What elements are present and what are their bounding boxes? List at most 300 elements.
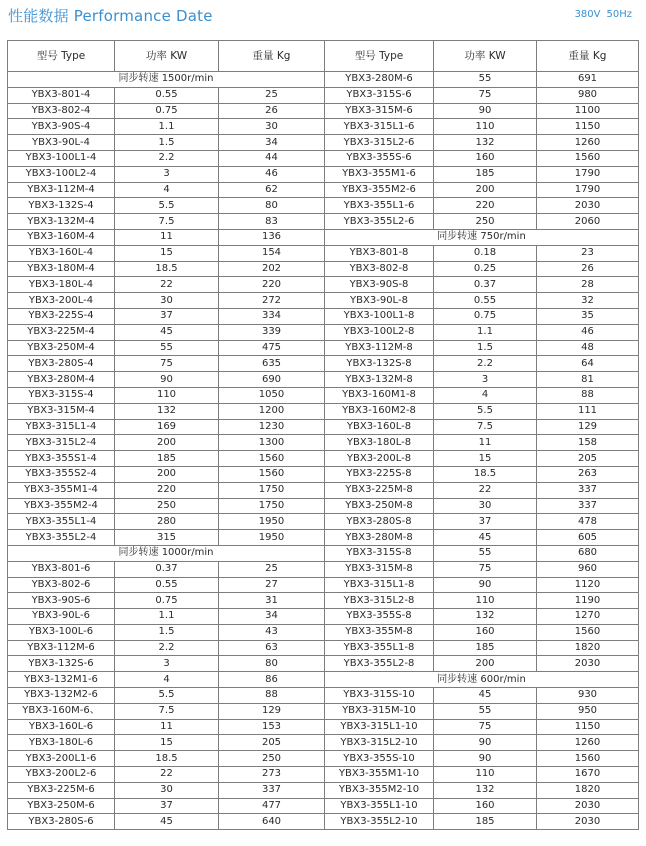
power-cell: 1.5 bbox=[115, 624, 219, 640]
model-cell: YBX3-315L1-6 bbox=[325, 119, 434, 135]
model-cell: YBX3-355L1-10 bbox=[325, 798, 434, 814]
voltage-label: 380V bbox=[574, 9, 601, 20]
model-cell: YBX3-200L-8 bbox=[325, 451, 434, 467]
table-row bbox=[8, 356, 639, 372]
power-cell: 75 bbox=[115, 356, 219, 372]
weight-cell: 88 bbox=[219, 688, 325, 704]
weight-cell: 1560 bbox=[537, 624, 639, 640]
model-cell: YBX3-132S-6 bbox=[8, 656, 115, 672]
table-row bbox=[8, 403, 639, 419]
weight-cell: 27 bbox=[219, 577, 325, 593]
power-cell: 160 bbox=[434, 624, 537, 640]
power-cell: 1.1 bbox=[434, 324, 537, 340]
model-cell: YBX3-315M-6 bbox=[325, 103, 434, 119]
model-cell: YBX3-160M2-8 bbox=[325, 403, 434, 419]
power-cell: 4 bbox=[434, 387, 537, 403]
weight-cell: 46 bbox=[537, 324, 639, 340]
table-row bbox=[8, 640, 639, 656]
weight-cell: 1260 bbox=[537, 735, 639, 751]
table-row bbox=[8, 214, 639, 230]
power-cell: 1.5 bbox=[434, 340, 537, 356]
table-row bbox=[8, 198, 639, 214]
power-cell: 75 bbox=[434, 719, 537, 735]
power-cell: 1.1 bbox=[115, 119, 219, 135]
column-header: 功率 KW bbox=[434, 41, 537, 72]
model-cell: YBX3-112M-8 bbox=[325, 340, 434, 356]
power-cell: 55 bbox=[115, 340, 219, 356]
model-cell: YBX3-132M1-6 bbox=[8, 672, 115, 688]
weight-cell: 1100 bbox=[537, 103, 639, 119]
weight-cell: 1190 bbox=[537, 593, 639, 609]
weight-cell: 1820 bbox=[537, 782, 639, 798]
weight-cell: 1950 bbox=[219, 530, 325, 546]
table-row bbox=[8, 751, 639, 767]
weight-cell: 129 bbox=[219, 703, 325, 719]
model-cell: YBX3-355L2-4 bbox=[8, 530, 115, 546]
model-cell: YBX3-160M1-8 bbox=[325, 387, 434, 403]
weight-cell: 220 bbox=[219, 277, 325, 293]
model-cell: YBX3-315S-8 bbox=[325, 545, 434, 561]
power-cell: 45 bbox=[115, 324, 219, 340]
model-cell: YBX3-355M2-4 bbox=[8, 498, 115, 514]
model-cell: YBX3-180L-4 bbox=[8, 277, 115, 293]
weight-cell: 25 bbox=[219, 561, 325, 577]
column-header: 重量 Kg bbox=[219, 41, 325, 72]
power-cell: 4 bbox=[115, 672, 219, 688]
power-cell: 55 bbox=[434, 703, 537, 719]
power-cell: 3 bbox=[434, 372, 537, 388]
model-cell: YBX3-801-6 bbox=[8, 561, 115, 577]
weight-cell: 337 bbox=[537, 498, 639, 514]
model-cell: YBX3-315L2-8 bbox=[325, 593, 434, 609]
power-cell: 30 bbox=[115, 782, 219, 798]
weight-cell: 23 bbox=[537, 245, 639, 261]
power-cell: 0.37 bbox=[434, 277, 537, 293]
table-row bbox=[8, 798, 639, 814]
weight-cell: 1560 bbox=[537, 751, 639, 767]
power-cell: 11 bbox=[434, 435, 537, 451]
model-cell: YBX3-315L1-4 bbox=[8, 419, 115, 435]
weight-cell: 605 bbox=[537, 530, 639, 546]
power-cell: 37 bbox=[115, 308, 219, 324]
power-cell: 200 bbox=[115, 466, 219, 482]
weight-cell: 26 bbox=[537, 261, 639, 277]
power-cell: 3 bbox=[115, 166, 219, 182]
power-cell: 169 bbox=[115, 419, 219, 435]
table-row bbox=[8, 261, 639, 277]
power-cell: 280 bbox=[115, 514, 219, 530]
weight-cell: 1820 bbox=[537, 640, 639, 656]
weight-cell: 930 bbox=[537, 688, 639, 704]
model-cell: YBX3-90S-8 bbox=[325, 277, 434, 293]
table-row bbox=[8, 150, 639, 166]
weight-cell: 34 bbox=[219, 609, 325, 625]
performance-table bbox=[7, 40, 639, 830]
model-cell: YBX3-315L1-10 bbox=[325, 719, 434, 735]
table-row bbox=[8, 72, 639, 88]
power-cell: 0.75 bbox=[115, 593, 219, 609]
power-cell: 90 bbox=[434, 751, 537, 767]
weight-cell: 478 bbox=[537, 514, 639, 530]
model-cell: YBX3-112M-4 bbox=[8, 182, 115, 198]
weight-cell: 48 bbox=[537, 340, 639, 356]
table-row bbox=[8, 372, 639, 388]
table-row bbox=[8, 466, 639, 482]
power-cell: 250 bbox=[434, 214, 537, 230]
table-row bbox=[8, 451, 639, 467]
model-cell: YBX3-112M-6 bbox=[8, 640, 115, 656]
power-cell: 0.37 bbox=[115, 561, 219, 577]
power-cell: 2.2 bbox=[115, 150, 219, 166]
model-cell: YBX3-355M2-10 bbox=[325, 782, 434, 798]
power-cell: 5.5 bbox=[115, 688, 219, 704]
model-cell: YBX3-160L-4 bbox=[8, 245, 115, 261]
model-cell: YBX3-100L-6 bbox=[8, 624, 115, 640]
column-header: 型号 Type bbox=[325, 41, 434, 72]
table-row bbox=[8, 293, 639, 309]
weight-cell: 475 bbox=[219, 340, 325, 356]
power-cell: 0.18 bbox=[434, 245, 537, 261]
weight-cell: 1560 bbox=[537, 150, 639, 166]
model-cell: YBX3-160M-4 bbox=[8, 229, 115, 245]
model-cell: YBX3-280S-4 bbox=[8, 356, 115, 372]
table-row bbox=[8, 166, 639, 182]
weight-cell: 1560 bbox=[219, 466, 325, 482]
model-cell: YBX3-250M-8 bbox=[325, 498, 434, 514]
table-row bbox=[8, 119, 639, 135]
weight-cell: 153 bbox=[219, 719, 325, 735]
model-cell: YBX3-225M-6 bbox=[8, 782, 115, 798]
table-row bbox=[8, 719, 639, 735]
model-cell: YBX3-355M1-4 bbox=[8, 482, 115, 498]
weight-cell: 1050 bbox=[219, 387, 325, 403]
table-row bbox=[8, 672, 639, 688]
power-cell: 5.5 bbox=[434, 403, 537, 419]
weight-cell: 25 bbox=[219, 87, 325, 103]
speed-section-label: 同步转速 750r/min bbox=[325, 229, 639, 245]
power-cell: 0.55 bbox=[115, 87, 219, 103]
power-spec bbox=[569, 9, 632, 20]
weight-cell: 28 bbox=[537, 277, 639, 293]
power-cell: 132 bbox=[434, 135, 537, 151]
power-cell: 0.25 bbox=[434, 261, 537, 277]
model-cell: YBX3-160M-6、 bbox=[8, 703, 115, 719]
power-cell: 15 bbox=[434, 451, 537, 467]
table-row bbox=[8, 609, 639, 625]
model-cell: YBX3-355L2-6 bbox=[325, 214, 434, 230]
model-cell: YBX3-315M-4 bbox=[8, 403, 115, 419]
table-row bbox=[8, 703, 639, 719]
model-cell: YBX3-200L1-6 bbox=[8, 751, 115, 767]
table-row bbox=[8, 324, 639, 340]
model-cell: YBX3-802-6 bbox=[8, 577, 115, 593]
power-cell: 37 bbox=[115, 798, 219, 814]
power-cell: 22 bbox=[115, 767, 219, 783]
power-cell: 90 bbox=[434, 735, 537, 751]
table-row bbox=[8, 229, 639, 245]
model-cell: YBX3-280M-8 bbox=[325, 530, 434, 546]
weight-cell: 81 bbox=[537, 372, 639, 388]
power-cell: 110 bbox=[434, 767, 537, 783]
weight-cell: 334 bbox=[219, 308, 325, 324]
model-cell: YBX3-355S1-4 bbox=[8, 451, 115, 467]
model-cell: YBX3-355S-6 bbox=[325, 150, 434, 166]
table-row bbox=[8, 782, 639, 798]
weight-cell: 46 bbox=[219, 166, 325, 182]
weight-cell: 2030 bbox=[537, 798, 639, 814]
table-row bbox=[8, 735, 639, 751]
model-cell: YBX3-160L-8 bbox=[325, 419, 434, 435]
power-cell: 37 bbox=[434, 514, 537, 530]
power-cell: 90 bbox=[434, 103, 537, 119]
weight-cell: 35 bbox=[537, 308, 639, 324]
model-cell: YBX3-801-8 bbox=[325, 245, 434, 261]
model-cell: YBX3-160L-6 bbox=[8, 719, 115, 735]
weight-cell: 1750 bbox=[219, 498, 325, 514]
model-cell: YBX3-100L2-4 bbox=[8, 166, 115, 182]
model-cell: YBX3-802-4 bbox=[8, 103, 115, 119]
table-row bbox=[8, 545, 639, 561]
model-cell: YBX3-355L2-10 bbox=[325, 814, 434, 830]
table-row bbox=[8, 624, 639, 640]
weight-cell: 1950 bbox=[219, 514, 325, 530]
weight-cell: 339 bbox=[219, 324, 325, 340]
weight-cell: 136 bbox=[219, 229, 325, 245]
weight-cell: 62 bbox=[219, 182, 325, 198]
model-cell: YBX3-132M-8 bbox=[325, 372, 434, 388]
column-header: 功率 KW bbox=[115, 41, 219, 72]
power-cell: 18.5 bbox=[115, 751, 219, 767]
weight-cell: 202 bbox=[219, 261, 325, 277]
weight-cell: 80 bbox=[219, 198, 325, 214]
weight-cell: 690 bbox=[219, 372, 325, 388]
model-cell: YBX3-315L2-6 bbox=[325, 135, 434, 151]
model-cell: YBX3-315M-8 bbox=[325, 561, 434, 577]
table-row bbox=[8, 530, 639, 546]
power-cell: 7.5 bbox=[115, 214, 219, 230]
weight-cell: 64 bbox=[537, 356, 639, 372]
power-cell: 30 bbox=[434, 498, 537, 514]
power-cell: 220 bbox=[115, 482, 219, 498]
model-cell: YBX3-355S2-4 bbox=[8, 466, 115, 482]
weight-cell: 1750 bbox=[219, 482, 325, 498]
model-cell: YBX3-180L-6 bbox=[8, 735, 115, 751]
power-cell: 11 bbox=[115, 719, 219, 735]
model-cell: YBX3-225M-4 bbox=[8, 324, 115, 340]
page-title: 性能数据 Performance Date bbox=[8, 7, 213, 25]
power-cell: 45 bbox=[115, 814, 219, 830]
weight-cell: 1150 bbox=[537, 119, 639, 135]
power-cell: 220 bbox=[434, 198, 537, 214]
table-row bbox=[8, 308, 639, 324]
model-cell: YBX3-180M-4 bbox=[8, 261, 115, 277]
model-cell: YBX3-355S-8 bbox=[325, 609, 434, 625]
power-cell: 2.2 bbox=[434, 356, 537, 372]
model-cell: YBX3-315L2-10 bbox=[325, 735, 434, 751]
table-row bbox=[8, 435, 639, 451]
weight-cell: 63 bbox=[219, 640, 325, 656]
model-cell: YBX3-315S-4 bbox=[8, 387, 115, 403]
table-row bbox=[8, 656, 639, 672]
power-cell: 110 bbox=[434, 119, 537, 135]
speed-section-label: 同步转速 1500r/min bbox=[8, 72, 325, 88]
weight-cell: 2030 bbox=[537, 656, 639, 672]
weight-cell: 34 bbox=[219, 135, 325, 151]
power-cell: 315 bbox=[115, 530, 219, 546]
column-header: 型号 Type bbox=[8, 41, 115, 72]
model-cell: YBX3-225S-4 bbox=[8, 308, 115, 324]
power-cell: 110 bbox=[434, 593, 537, 609]
model-cell: YBX3-280M-4 bbox=[8, 372, 115, 388]
power-cell: 250 bbox=[115, 498, 219, 514]
power-cell: 90 bbox=[115, 372, 219, 388]
model-cell: YBX3-315L2-4 bbox=[8, 435, 115, 451]
model-cell: YBX3-132S-4 bbox=[8, 198, 115, 214]
weight-cell: 1150 bbox=[537, 719, 639, 735]
weight-cell: 1200 bbox=[219, 403, 325, 419]
power-cell: 132 bbox=[434, 782, 537, 798]
weight-cell: 1120 bbox=[537, 577, 639, 593]
model-cell: YBX3-355L1-6 bbox=[325, 198, 434, 214]
weight-cell: 337 bbox=[537, 482, 639, 498]
weight-cell: 1230 bbox=[219, 419, 325, 435]
weight-cell: 205 bbox=[537, 451, 639, 467]
model-cell: YBX3-132S-8 bbox=[325, 356, 434, 372]
power-cell: 0.55 bbox=[115, 577, 219, 593]
power-cell: 30 bbox=[115, 293, 219, 309]
model-cell: YBX3-280S-6 bbox=[8, 814, 115, 830]
power-cell: 200 bbox=[434, 656, 537, 672]
model-cell: YBX3-801-4 bbox=[8, 87, 115, 103]
power-cell: 132 bbox=[434, 609, 537, 625]
model-cell: YBX3-355L1-4 bbox=[8, 514, 115, 530]
power-cell: 160 bbox=[434, 798, 537, 814]
model-cell: YBX3-355M-8 bbox=[325, 624, 434, 640]
weight-cell: 1260 bbox=[537, 135, 639, 151]
power-cell: 132 bbox=[115, 403, 219, 419]
power-cell: 90 bbox=[434, 577, 537, 593]
power-cell: 22 bbox=[115, 277, 219, 293]
speed-section-label: 同步转速 1000r/min bbox=[8, 545, 325, 561]
table-row bbox=[8, 340, 639, 356]
model-cell: YBX3-315S-10 bbox=[325, 688, 434, 704]
table-row bbox=[8, 87, 639, 103]
table-row bbox=[8, 277, 639, 293]
table-row bbox=[8, 561, 639, 577]
power-cell: 22 bbox=[434, 482, 537, 498]
model-cell: YBX3-90L-6 bbox=[8, 609, 115, 625]
power-cell: 2.2 bbox=[115, 640, 219, 656]
power-cell: 15 bbox=[115, 245, 219, 261]
table-row bbox=[8, 514, 639, 530]
power-cell: 18.5 bbox=[434, 466, 537, 482]
model-cell: YBX3-250M-6 bbox=[8, 798, 115, 814]
power-cell: 0.75 bbox=[434, 308, 537, 324]
model-cell: YBX3-280S-8 bbox=[325, 514, 434, 530]
column-header: 重量 Kg bbox=[537, 41, 639, 72]
table-row bbox=[8, 814, 639, 830]
weight-cell: 83 bbox=[219, 214, 325, 230]
weight-cell: 1670 bbox=[537, 767, 639, 783]
power-cell: 7.5 bbox=[434, 419, 537, 435]
power-cell: 5.5 bbox=[115, 198, 219, 214]
table-row bbox=[8, 419, 639, 435]
power-cell: 110 bbox=[115, 387, 219, 403]
weight-cell: 88 bbox=[537, 387, 639, 403]
power-cell: 18.5 bbox=[115, 261, 219, 277]
power-cell: 0.55 bbox=[434, 293, 537, 309]
model-cell: YBX3-250M-4 bbox=[8, 340, 115, 356]
weight-cell: 950 bbox=[537, 703, 639, 719]
model-cell: YBX3-355L1-8 bbox=[325, 640, 434, 656]
weight-cell: 635 bbox=[219, 356, 325, 372]
weight-cell: 31 bbox=[219, 593, 325, 609]
weight-cell: 477 bbox=[219, 798, 325, 814]
frequency-label: 50Hz bbox=[606, 9, 632, 20]
power-cell: 185 bbox=[434, 814, 537, 830]
power-cell: 55 bbox=[434, 72, 537, 88]
weight-cell: 2030 bbox=[537, 198, 639, 214]
power-cell: 11 bbox=[115, 229, 219, 245]
model-cell: YBX3-802-8 bbox=[325, 261, 434, 277]
table-row bbox=[8, 387, 639, 403]
weight-cell: 337 bbox=[219, 782, 325, 798]
power-cell: 7.5 bbox=[115, 703, 219, 719]
weight-cell: 2030 bbox=[537, 814, 639, 830]
model-cell: YBX3-355M1-10 bbox=[325, 767, 434, 783]
model-cell: YBX3-90L-4 bbox=[8, 135, 115, 151]
power-cell: 185 bbox=[115, 451, 219, 467]
weight-cell: 691 bbox=[537, 72, 639, 88]
power-cell: 185 bbox=[434, 640, 537, 656]
weight-cell: 263 bbox=[537, 466, 639, 482]
weight-cell: 44 bbox=[219, 150, 325, 166]
model-cell: YBX3-280M-6 bbox=[325, 72, 434, 88]
power-cell: 160 bbox=[434, 150, 537, 166]
weight-cell: 1300 bbox=[219, 435, 325, 451]
table-row bbox=[8, 688, 639, 704]
power-cell: 45 bbox=[434, 530, 537, 546]
power-cell: 3 bbox=[115, 656, 219, 672]
model-cell: YBX3-100L1-4 bbox=[8, 150, 115, 166]
weight-cell: 272 bbox=[219, 293, 325, 309]
weight-cell: 1270 bbox=[537, 609, 639, 625]
model-cell: YBX3-180L-8 bbox=[325, 435, 434, 451]
weight-cell: 205 bbox=[219, 735, 325, 751]
weight-cell: 80 bbox=[219, 656, 325, 672]
model-cell: YBX3-200L2-6 bbox=[8, 767, 115, 783]
table-row bbox=[8, 135, 639, 151]
weight-cell: 960 bbox=[537, 561, 639, 577]
weight-cell: 26 bbox=[219, 103, 325, 119]
power-cell: 185 bbox=[434, 166, 537, 182]
model-cell: YBX3-355M2-6 bbox=[325, 182, 434, 198]
table-row bbox=[8, 103, 639, 119]
model-cell: YBX3-315L1-8 bbox=[325, 577, 434, 593]
model-cell: YBX3-90S-6 bbox=[8, 593, 115, 609]
power-cell: 4 bbox=[115, 182, 219, 198]
model-cell: YBX3-355S-10 bbox=[325, 751, 434, 767]
power-cell: 45 bbox=[434, 688, 537, 704]
weight-cell: 1790 bbox=[537, 166, 639, 182]
model-cell: YBX3-315S-6 bbox=[325, 87, 434, 103]
weight-cell: 680 bbox=[537, 545, 639, 561]
power-cell: 200 bbox=[115, 435, 219, 451]
weight-cell: 980 bbox=[537, 87, 639, 103]
model-cell: YBX3-100L2-8 bbox=[325, 324, 434, 340]
weight-cell: 32 bbox=[537, 293, 639, 309]
speed-section-label: 同步转速 600r/min bbox=[325, 672, 639, 688]
